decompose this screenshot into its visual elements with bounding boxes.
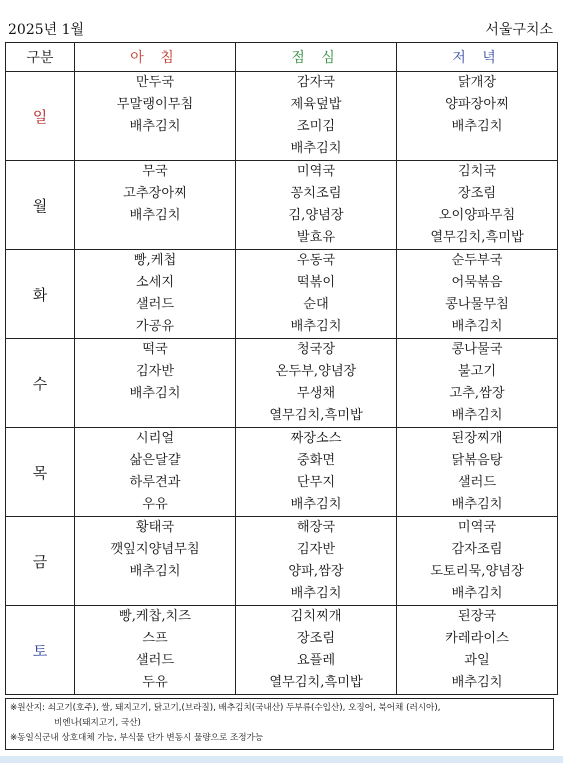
menu-item: 도토리묵,양념장 [430,564,524,579]
menu-item: 불고기 [457,364,497,379]
menu-item: 어묵볶음 [451,275,503,290]
table-row [6,606,558,695]
menu-item: 열무김치,흑미밥 [269,675,363,690]
lunch-cell [236,428,397,517]
menu-item: 청국장 [296,342,336,357]
menu-item: 샐러드 [135,297,175,312]
table-row [6,72,558,161]
table-row [6,250,558,339]
lunch-cell [236,606,397,695]
col-dinner-header: 저 녁 [397,43,558,72]
col-breakfast-header: 아 침 [75,43,236,72]
menu-item: 시리얼 [135,431,175,446]
menu-item: 무생채 [296,386,336,401]
menu-item: 황태국 [135,520,175,535]
menu-item: 배추김치 [451,408,503,423]
menu-item: 열무김치,흑미밥 [430,230,524,245]
menu-item: 배추김치 [451,586,503,601]
menu-item: 배추김치 [451,319,503,334]
menu-item: 단무지 [296,475,336,490]
menu-body [6,72,558,695]
menu-item: 과일 [464,653,490,668]
menu-item: 장조림 [296,631,336,646]
breakfast-cell [75,161,236,250]
menu-item: 소세지 [135,275,175,290]
menu-item: 깻잎지양념무침 [110,542,200,557]
menu-item: 배추김치 [290,319,342,334]
lunch-cell [236,72,397,161]
menu-item: 삶은달걀 [129,453,181,468]
breakfast-cell [75,339,236,428]
meal-menu-table [5,42,558,695]
menu-item: 오이양파무침 [438,208,516,223]
menu-item: 제육덮밥 [290,97,342,112]
menu-item: 만두국 [135,75,175,90]
menu-item: 배추김치 [129,386,181,401]
breakfast-cell [75,250,236,339]
menu-item: 발효유 [296,230,336,245]
breakfast-cell [75,72,236,161]
menu-item: 고추장아찌 [123,186,187,201]
menu-item: 하루견과 [129,475,181,490]
menu-item: 배추김치 [451,675,503,690]
menu-item: 김자반 [296,542,336,557]
menu-item: 김치국 [457,164,497,179]
footnote-origin-cont: 비엔나(돼지고기, 국산) [54,718,141,728]
day-label: 금 [6,517,75,606]
menu-item: 배추김치 [129,119,181,134]
footnote-substitution: ※동일식군내 상호대체 가능, 부식물 단가 변동시 물량으로 조정가능 [10,733,264,743]
menu-item: 두유 [142,675,168,690]
menu-item: 닭볶음탕 [451,453,503,468]
menu-item: 감자조림 [451,542,503,557]
menu-item: 배추김치 [451,119,503,134]
menu-item: 김,양념장 [288,208,344,223]
menu-item: 고추,쌈장 [449,386,505,401]
dinner-cell [397,339,558,428]
menu-item: 중화면 [296,453,336,468]
bottom-stripe [0,756,563,763]
col-day-header: 구분 [6,43,75,72]
menu-item: 조미김 [296,119,336,134]
table-row [6,161,558,250]
lunch-cell [236,250,397,339]
day-label: 토 [6,606,75,695]
menu-item: 순두부국 [451,253,503,268]
menu-item: 닭개장 [457,75,497,90]
table-row [6,428,558,517]
menu-item: 순대 [303,297,329,312]
menu-item: 콩나물국 [451,342,503,357]
menu-item: 배추김치 [290,141,342,156]
menu-item: 우유 [142,497,168,512]
menu-item: 배추김치 [290,586,342,601]
menu-item: 우동국 [296,253,336,268]
menu-item: 콩나물무침 [445,297,509,312]
table-row [6,339,558,428]
menu-item: 꽁치조림 [290,186,342,201]
dinner-cell [397,72,558,161]
menu-item: 된장찌개 [451,431,503,446]
day-label: 일 [6,72,75,161]
menu-item: 무말랭이무침 [116,97,194,112]
day-label: 월 [6,161,75,250]
menu-item: 짜장소스 [290,431,342,446]
dinner-cell [397,428,558,517]
breakfast-cell [75,428,236,517]
menu-month: 2025년 1월 [8,22,85,38]
footnote-origin: ※원산지: 쇠고기(호주), 쌀, 돼지고기, 닭고기,(브라질), 배추김치(국내산) 두부류(수입산), 오징어, 북어채 (러시아), [10,703,441,713]
menu-item: 양파장아찌 [445,97,509,112]
menu-item: 샐러드 [457,475,497,490]
menu-item: 온두부,양념장 [275,364,357,379]
table-row [6,517,558,606]
breakfast-cell [75,606,236,695]
day-label: 화 [6,250,75,339]
menu-item: 요플레 [296,653,336,668]
menu-item: 장조림 [457,186,497,201]
menu-item: 배추김치 [290,497,342,512]
menu-item: 카레라이스 [445,631,509,646]
menu-item: 된장국 [457,609,497,624]
lunch-cell [236,161,397,250]
menu-item: 해장국 [296,520,336,535]
menu-item: 배추김치 [451,497,503,512]
dinner-cell [397,250,558,339]
breakfast-cell [75,517,236,606]
menu-item: 스프 [142,631,168,646]
menu-item: 미역국 [457,520,497,535]
lunch-cell [236,517,397,606]
menu-item: 무국 [142,164,168,179]
dinner-cell [397,606,558,695]
menu-item: 떡국 [142,342,168,357]
table-header-row [6,43,558,72]
menu-item: 떡볶이 [296,275,336,290]
page-header [8,15,553,41]
footnote [5,698,554,750]
menu-item: 양파,쌈장 [288,564,344,579]
lunch-cell [236,339,397,428]
organization-name: 서울구치소 [485,22,553,38]
menu-item: 김치찌개 [290,609,342,624]
menu-item: 열무김치,흑미밥 [269,408,363,423]
dinner-cell [397,517,558,606]
menu-item: 빵,케첩 [133,253,177,268]
menu-item: 김자반 [135,364,175,379]
dinner-cell [397,161,558,250]
menu-item: 샐러드 [135,653,175,668]
menu-item: 빵,케찹,치즈 [118,609,192,624]
menu-item: 미역국 [296,164,336,179]
menu-item: 감자국 [296,75,336,90]
col-lunch-header: 점 심 [236,43,397,72]
menu-item: 배추김치 [129,208,181,223]
day-label: 수 [6,339,75,428]
menu-item: 배추김치 [129,564,181,579]
day-label: 목 [6,428,75,517]
menu-item: 가공유 [135,319,175,334]
